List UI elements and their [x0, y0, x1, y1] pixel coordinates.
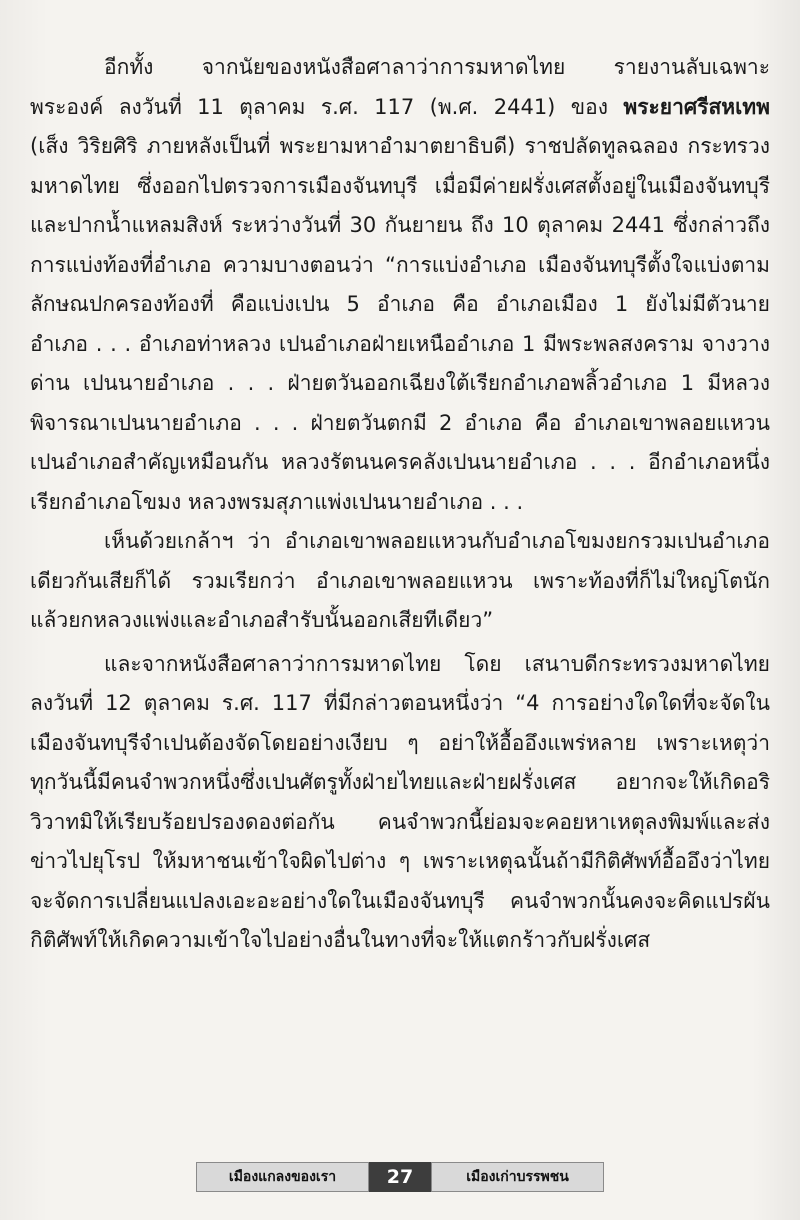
text-line-content: พิจารณาเปนนายอำเภอ . . . ฝ่ายตวันตกมี 2 อำเภอ คือ อำเภอเขาพลอยแหวน	[30, 410, 770, 435]
text-line	[30, 882, 770, 922]
text-line	[30, 724, 770, 764]
text-line-content: และปากน้ำแหลมสิงห์ ระหว่างวันที่ 30 กันยายน ถึง 10 ตุลาคม 2441 ซึ่งกล่าวถึง	[30, 213, 770, 237]
text-line	[30, 364, 770, 404]
text-line-content: และจากหนังสือศาลาว่าการมหาดไทย โดย เสนาบดีกระทรวงมหาดไทย	[104, 651, 770, 676]
page-footer	[196, 1162, 604, 1192]
text-line	[30, 285, 770, 325]
text-line-content: ทุกวันนี้มีคนจำพวกหนึ่งซึ่งเปนศัตรูทั้งฝ่ายไทยและฝ่ายฝรั่งเศส อยากจะให้เกิดอริ	[30, 770, 770, 794]
text-line	[30, 684, 770, 724]
text-line	[30, 562, 770, 602]
text-line-content: เมืองจันทบุรีจำเปนต้องจัดโดยอย่างเงียบ ๆ อย่าให้อื้ออึงแพร่หลาย เพราะเหตุว่า	[30, 730, 770, 755]
text-line-content: การแบ่งท้องที่อำเภอ ความบางตอนว่า “การแบ่งอำเภอ เมืองจันทบุรีตั้งใจแบ่งตาม	[30, 252, 770, 277]
text-line	[30, 127, 770, 167]
text-line	[30, 921, 770, 961]
text-line	[30, 645, 770, 685]
text-line-content: ลงวันที่ 12 ตุลาคม ร.ศ. 117 ที่มีกล่าวตอนหนึ่งว่า “4 การอย่างใดใดที่จะจัดใน	[30, 691, 770, 715]
footer-book-title: เมืองแกลงของเรา	[196, 1162, 369, 1192]
text-line-content: เห็นด้วยเกล้าฯ ว่า อำเภอเขาพลอยแหวนกับอำเภอโขมงยกรวมเปนอำเภอ	[104, 529, 770, 553]
text-line	[30, 167, 770, 207]
text-line-content: จะจัดการเปลี่ยนแปลงเอะอะอย่างใดในเมืองจันทบุรี คนจำพวกนั้นคงจะคิดแปรผัน	[30, 888, 770, 913]
text-line	[30, 325, 770, 365]
text-line-content: ข่าวไปยุโรป ให้มหาชนเข้าใจผิดไปต่าง ๆ เพราะเหตุฉนั้นถ้ามีกิติศัพท์อื้ออึงว่าไทย	[30, 849, 770, 873]
page-number: 27	[369, 1162, 431, 1192]
text-line	[30, 803, 770, 843]
text-line	[30, 601, 770, 641]
text-line-content: เดียวกันเสียก็ได้ รวมเรียกว่า อำเภอเขาพลอยแหวน เพราะท้องที่ก็ไม่ใหญ่โตนัก	[30, 568, 770, 593]
text-line-content: กิติศัพท์ให้เกิดความเข้าใจไปอย่างอื่นในทางที่จะให้แตกร้าวกับฝรั่งเศส	[30, 928, 651, 952]
body-text	[30, 48, 770, 961]
text-line-content: แล้วยกหลวงแพ่งและอำเภอสำรับนั้นออกเสียทีเดียว”	[30, 608, 494, 632]
text-line-content: เปนอำเภอสำคัญเหมือนกัน หลวงรัตนนครคลังเปนนายอำเภอ . . . อีกอำเภอหนึ่ง	[30, 450, 770, 474]
text-line-content: มหาดไทย ซึ่งออกไปตรวจการเมืองจันทบุรี เมื่อมีค่ายฝรั่งเศสตั้งอยู่ในเมืองจันทบุรี	[30, 173, 770, 198]
text-line-content: เรียกอำเภอโขมง หลวงพรมสุภาแพ่งเปนนายอำเภอ . . .	[30, 489, 524, 514]
text-line	[30, 483, 770, 523]
text-line	[30, 842, 770, 882]
text-line	[30, 522, 770, 562]
text-line-content: วิวาทมิให้เรียบร้อยปรองดองต่อกัน คนจำพวกนี้ย่อมจะคอยหาเหตุลงพิมพ์และส่ง	[30, 809, 770, 834]
text-line-content: พระองค์ ลงวันที่ 11 ตุลาคม ร.ศ. 117 (พ.ศ. 2441) ของ	[30, 94, 624, 119]
text-line	[30, 443, 770, 483]
text-line	[30, 206, 770, 246]
bold-name: พระยาศรีสหเทพ	[623, 94, 770, 119]
text-line	[30, 246, 770, 286]
text-line	[30, 404, 770, 444]
footer-chapter-title: เมืองเก่าบรรพชน	[431, 1162, 604, 1192]
text-line	[30, 48, 770, 88]
text-line-content: (เส็ง วิริยศิริ ภายหลังเป็นที่ พระยามหาอำมาตยาธิบดี) ราชปลัดทูลฉลอง กระทรวง	[30, 134, 770, 158]
text-line-content: อำเภอ . . . อำเภอท่าหลวง เปนอำเภอฝ่ายเหนืออำเภอ 1 มีพระพลสงคราม จางวาง	[30, 331, 770, 356]
text-line	[30, 88, 770, 128]
text-line	[30, 763, 770, 803]
text-line-content: ลักษณปกครองท้องที่ คือแบ่งเปน 5 อำเภอ คือ อำเภอเมือง 1 ยังไม่มีตัวนาย	[30, 292, 770, 316]
text-line-content: อีกทั้ง จากนัยของหนังสือศาลาว่าการมหาดไทย รายงานลับเฉพาะ	[104, 55, 770, 79]
text-line-content: ด่าน เปนนายอำเภอ . . . ฝ่ายตวันออกเฉียงใต้เรียกอำเภอพลิ้วอำเภอ 1 มีหลวง	[30, 371, 770, 395]
